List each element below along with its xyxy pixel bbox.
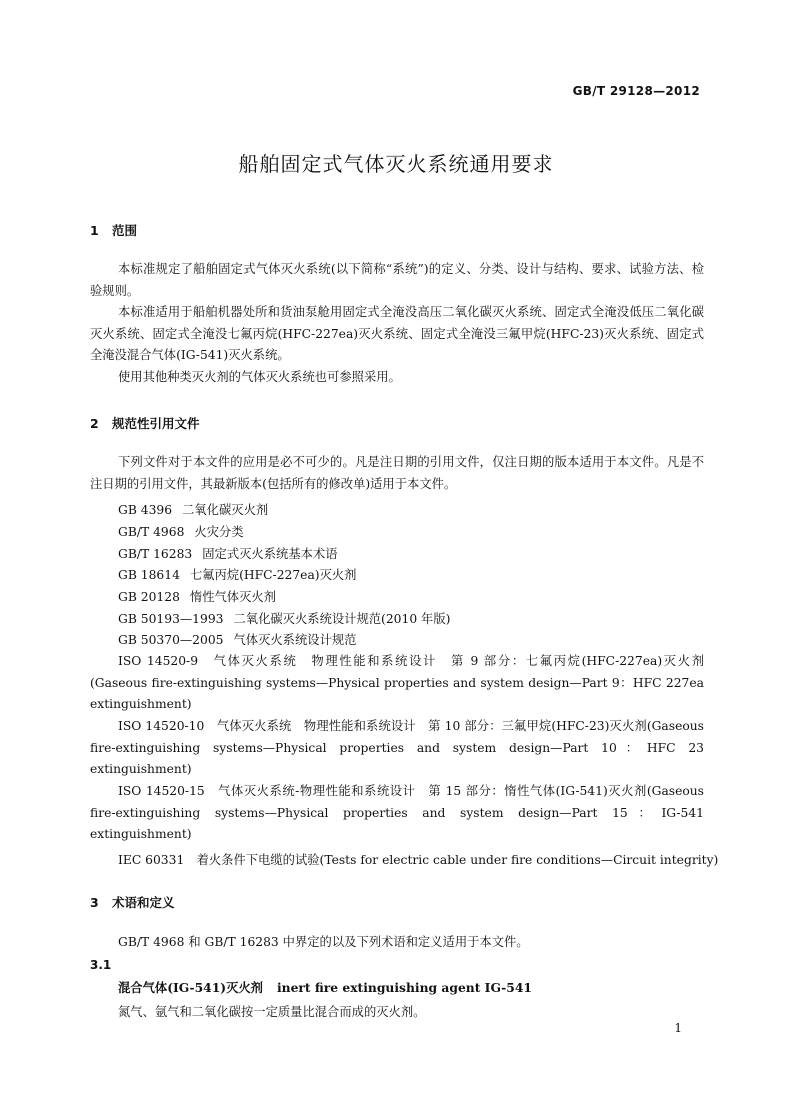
reference-code: GB 50370—2005: [118, 633, 224, 647]
section-title: 规范性引用文件: [112, 416, 200, 431]
reference-title: 二氧化碳灭火系统设计规范(2010 年版): [233, 612, 451, 626]
iec-reference: IEC 60331 着火条件下电缆的试验(Tests for electric cable under fire conditions—Circuit integrity): [118, 853, 719, 867]
reference-item: [118, 544, 338, 562]
reference-item: [118, 500, 268, 518]
reference-code: GB/T 4968: [118, 525, 185, 539]
terms-intro: GB/T 4968 和 GB/T 16283 中界定的以及下列术语和定义适用于本文件。: [118, 935, 529, 949]
reference-item: [118, 522, 244, 540]
scope-paragraph-3: 使用其他种类灭火剂的气体灭火系统也可参照采用。: [118, 370, 401, 384]
section-number: 3: [90, 895, 99, 910]
reference-code: GB 18614: [118, 568, 180, 582]
reference-title: 二氧化碳灭火剂: [182, 503, 269, 517]
reference-title: 七氟丙烷(HFC-227ea)灭火剂: [189, 568, 357, 582]
term-chinese: 混合气体(IG-541)灭火剂: [118, 980, 263, 995]
scope-paragraph-1: 本标准规定了船舶固定式气体灭火系统(以下简称“系统”)的定义、分类、设计与结构、要求、试验方法、检验规则。: [90, 262, 704, 298]
section-title: 术语和定义: [112, 895, 175, 910]
term-number: 3.1: [90, 958, 112, 972]
section-number: 1: [90, 223, 99, 238]
section-1-heading: [90, 221, 137, 239]
section-3-heading: [90, 893, 175, 911]
reference-title: 惰性气体灭火剂: [189, 590, 276, 604]
page-number: 1: [674, 1021, 682, 1035]
iso-reference-9: ISO 14520-9 气体灭火系统 物理性能和系统设计 第 9 部分：七氟丙烷(HFC-227ea)灭火剂(Gaseous fire-extinguishing systems—Physical properties and system design—Part 9：HFC 227ea extinguishment): [90, 654, 704, 711]
iso-reference-15: ISO 14520-15 气体灭火系统-物理性能和系统设计 第 15 部分：惰性气体(IG-541)灭火剂(Gaseous fire-extinguishing systems—Physical properties and system design—Part 15：IG-541 extinguishment): [90, 784, 704, 841]
iso-reference-10: ISO 14520-10 气体灭火系统 物理性能和系统设计 第 10 部分：三氟甲烷(HFC-23)灭火剂(Gaseous fire-extinguishing systems—Physical properties and system design—Part 10：HFC 23 extinguishment): [90, 719, 704, 776]
section-number: 2: [90, 416, 99, 431]
scope-paragraph-2: 本标准适用于船舶机器处所和货油泵舱用固定式全淹没高压二氧化碳灭火系统、固定式全淹没低压二氧化碳灭火系统、固定式全淹没七氟丙烷(HFC-227ea)灭火系统、固定式全淹没三氟甲烷(HFC-23)灭火系统、固定式全淹没混合气体(IG-541)灭火系统。: [90, 305, 704, 362]
reference-code: GB 4396: [118, 503, 173, 517]
reference-title: 固定式灭火系统基本术语: [202, 547, 338, 561]
term-entry: [118, 978, 532, 996]
reference-code: GB 50193—1993: [118, 612, 224, 626]
standard-code: GB/T 29128—2012: [572, 84, 700, 98]
term-english: inert fire extinguishing agent IG-541: [276, 980, 532, 995]
term-definition: 氮气、氩气和二氧化碳按一定质量比混合而成的灭火剂。: [118, 1005, 426, 1019]
normative-intro: 下列文件对于本文件的应用是必不可少的。凡是注日期的引用文件，仅注日期的版本适用于本文件。凡是不注日期的引用文件，其最新版本(包括所有的修改单)适用于本文件。: [90, 455, 704, 491]
reference-title: 气体灭火系统设计规范: [233, 633, 357, 647]
reference-code: GB/T 16283: [118, 547, 193, 561]
reference-item: [118, 630, 356, 648]
document-title: 船舶固定式气体灭火系统通用要求: [238, 152, 554, 176]
section-2-heading: [90, 414, 200, 432]
reference-code: GB 20128: [118, 590, 180, 604]
reference-title: 火灾分类: [194, 525, 244, 539]
reference-item: [118, 609, 450, 627]
reference-item: [118, 587, 276, 605]
section-title: 范围: [112, 223, 138, 238]
reference-item: [118, 565, 356, 583]
